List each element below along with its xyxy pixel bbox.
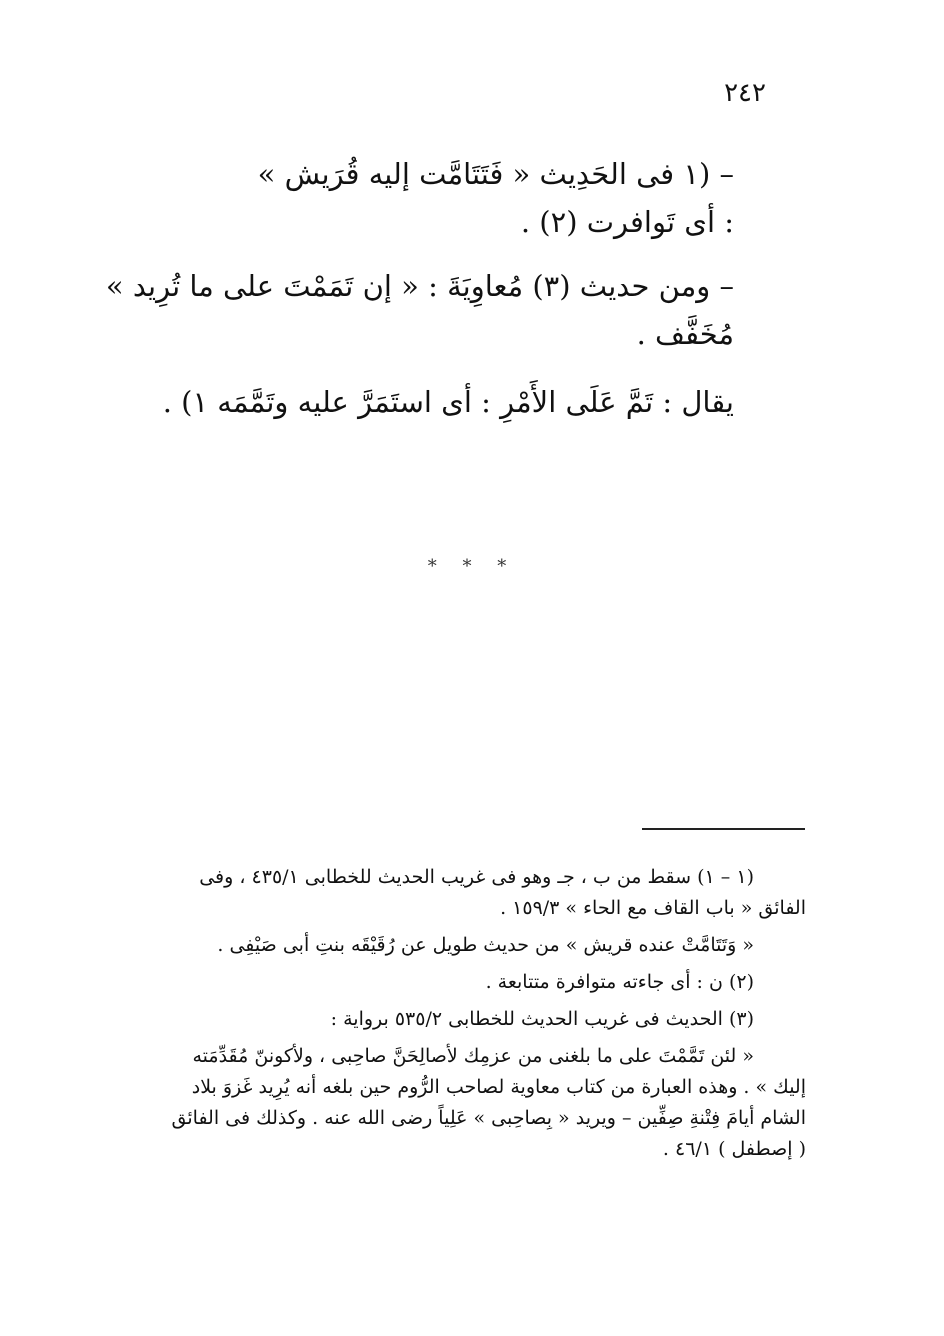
main-text: [105, 150, 734, 426]
footnote-1-line-3: « وَتَتَامَّتْ عنده قريش » من حديث طويل عن رُقَيْقَه بنتِ أبى صَيْفِى .: [217, 934, 754, 956]
footnote-3-line-5: ( إصطفل ) ٤٦/١ .: [662, 1138, 806, 1160]
footnote-3-line-1: (٣) الحديث فى غريب الحديث للخطابى ٥٣٥/٢ برواية :: [330, 1008, 754, 1030]
footnote-3-line-3: إليك » . وهذه العبارة من كتاب معاوية لصاحب الرُّوم حين بلغه أنه يُرِيد غَزوَ بلاد: [191, 1076, 806, 1098]
main-line-4: مُخَفَّف .: [636, 317, 734, 351]
main-line-1: – (١ فى الحَدِيث « فَتَتَامَّت إليه قُرَيش »: [257, 157, 734, 191]
footnote-1-line-1: (١ – ١) سقط من ب ، جـ وهو فى غريب الحديث للخطابى ٤٣٥/١ ، وفى: [199, 866, 754, 888]
page-number: ٢٤٢: [724, 78, 766, 108]
main-line-5: يقال : تَمَّ عَلَى الأَمْرِ : أى استَمَرَّ عليه وتَمَّمَه ١) .: [162, 385, 734, 419]
footnote-3-line-4: الشام أيامَ فِتْنةِ صِفِّين – ويريد « بِصاحِبى » عَلِياً رضى الله عنه . وكذلك فى الفائق: [171, 1107, 806, 1129]
main-line-3: – ومن حديث (٣) مُعاوِيَةَ : « إن تَمَمْتَ على ما تُرِيد »: [105, 269, 734, 303]
footnote-rule: [642, 828, 805, 830]
footnote-1-line-2: الفائق « باب القاف مع الحاء » ١٥٩/٣ .: [500, 897, 806, 919]
main-line-2: : أى تَوافرت (٢) .: [520, 205, 734, 239]
footnote-3-line-2: « لئن تَمَّمْتَ على ما بلغنى من عزمِك لأصالِحَنَّ صاحِبى ، ولأكوننّ مُقَدِّمَته: [192, 1045, 754, 1067]
footnotes: [126, 862, 806, 1165]
footnote-2: (٢) ن : أى جاءته متوافرة متتابعة .: [485, 971, 754, 993]
section-separator: * * *: [427, 556, 517, 577]
